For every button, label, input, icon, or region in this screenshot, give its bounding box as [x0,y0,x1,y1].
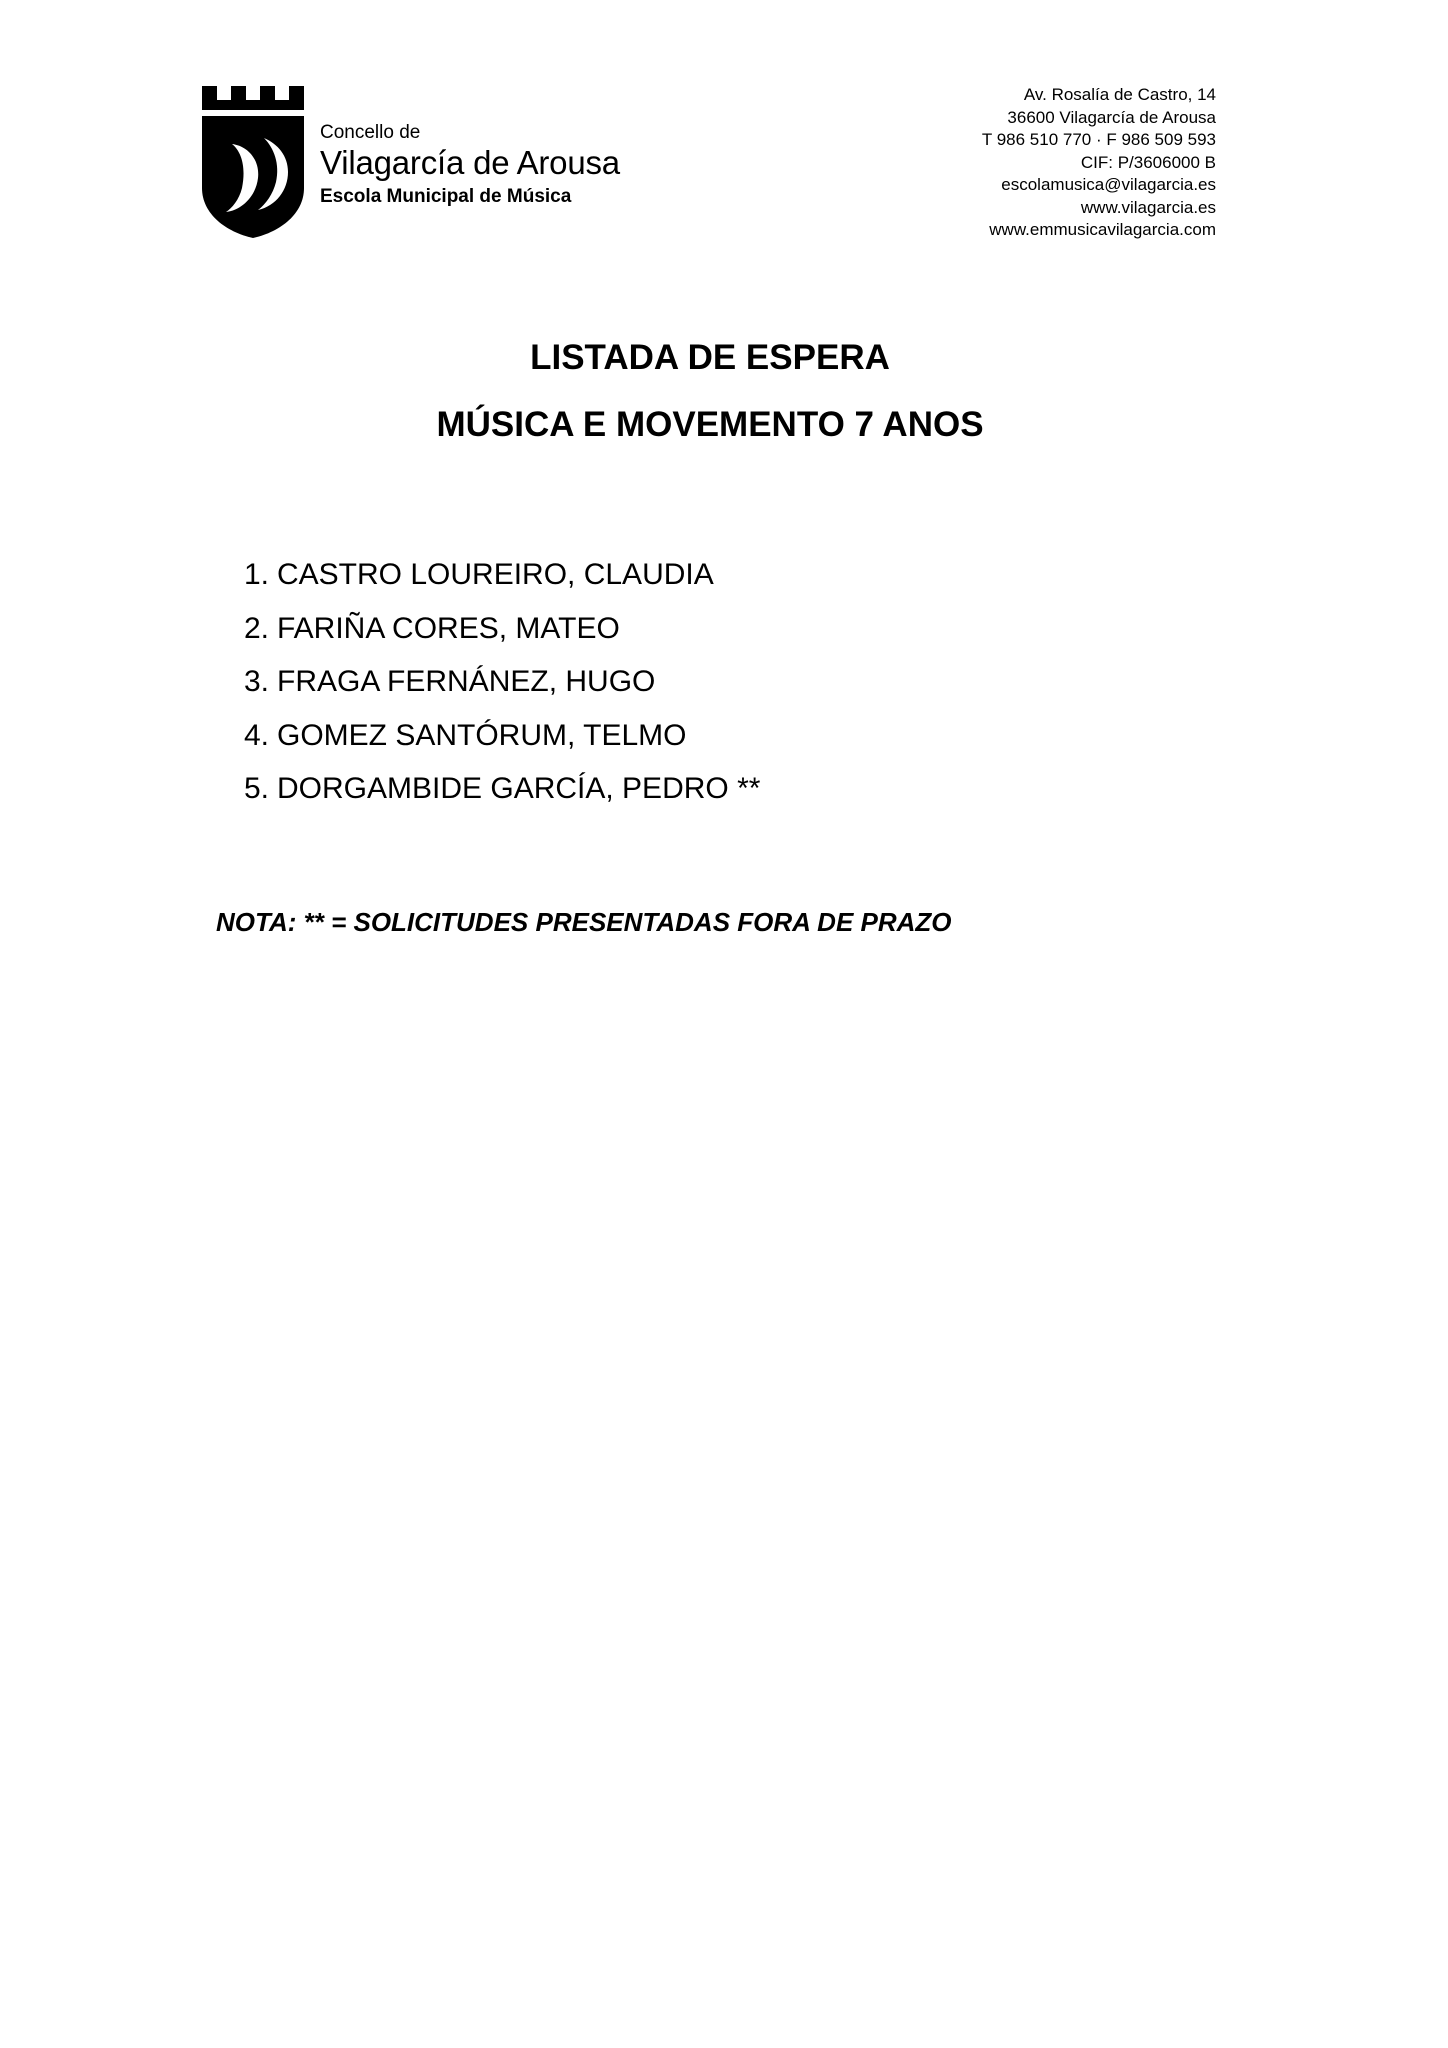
address-email: escolamusica@vilagarcia.es [1001,175,1216,194]
address-web-1: www.vilagarcia.es [1080,197,1216,217]
document-title: LISTADA DE ESPERA [530,338,890,377]
list-item-number: 5. [244,772,270,805]
org-line-concello: Concello de [320,122,421,143]
list-item-number: 2. [244,611,270,645]
address-street: Av. Rosalía de Castro, 14 [1023,85,1216,104]
document-subtitle: MÚSICA E MOVEMENTO 7 ANOS [436,405,984,444]
address-city: 36600 Vilagarcía de Arousa [1007,107,1216,127]
castle-crest-icon [202,86,304,238]
waiting-list [244,548,760,816]
note-text: NOTA: ** = SOLICITUDES PRESENTADAS FORA DE PRAZO [216,907,952,937]
address-block [982,84,1216,242]
list-item-number: 3. [244,665,270,698]
list-item-number: 1. [244,558,270,591]
list-item [244,548,760,602]
address-phone-fax: T 986 510 770 · F 986 509 593 [981,130,1216,149]
organization-name [320,122,620,210]
list-item-number: 4. [244,718,270,752]
org-line-municipality: Vilagarcía de Arousa [320,144,620,181]
logo-block [202,86,662,246]
address-cif: CIF: P/3606000 B [1080,152,1216,172]
list-item [244,762,760,816]
list-item-name: FARIÑA CORES, MATEO [277,611,620,645]
list-item [244,602,760,656]
list-item-name: GOMEZ SANTÓRUM, TELMO [277,718,687,752]
list-item [244,709,760,763]
list-item-name: FRAGA FERNÁNEZ, HUGO [277,665,656,698]
org-line-school: Escola Municipal de Música [320,186,572,207]
address-web-2: www.emmusicavilagarcia.com [989,220,1216,239]
list-item-name: DORGAMBIDE GARCÍA, PEDRO ** [277,772,761,805]
list-item-name: CASTRO LOUREIRO, CLAUDIA [277,558,714,591]
list-item [244,655,760,709]
